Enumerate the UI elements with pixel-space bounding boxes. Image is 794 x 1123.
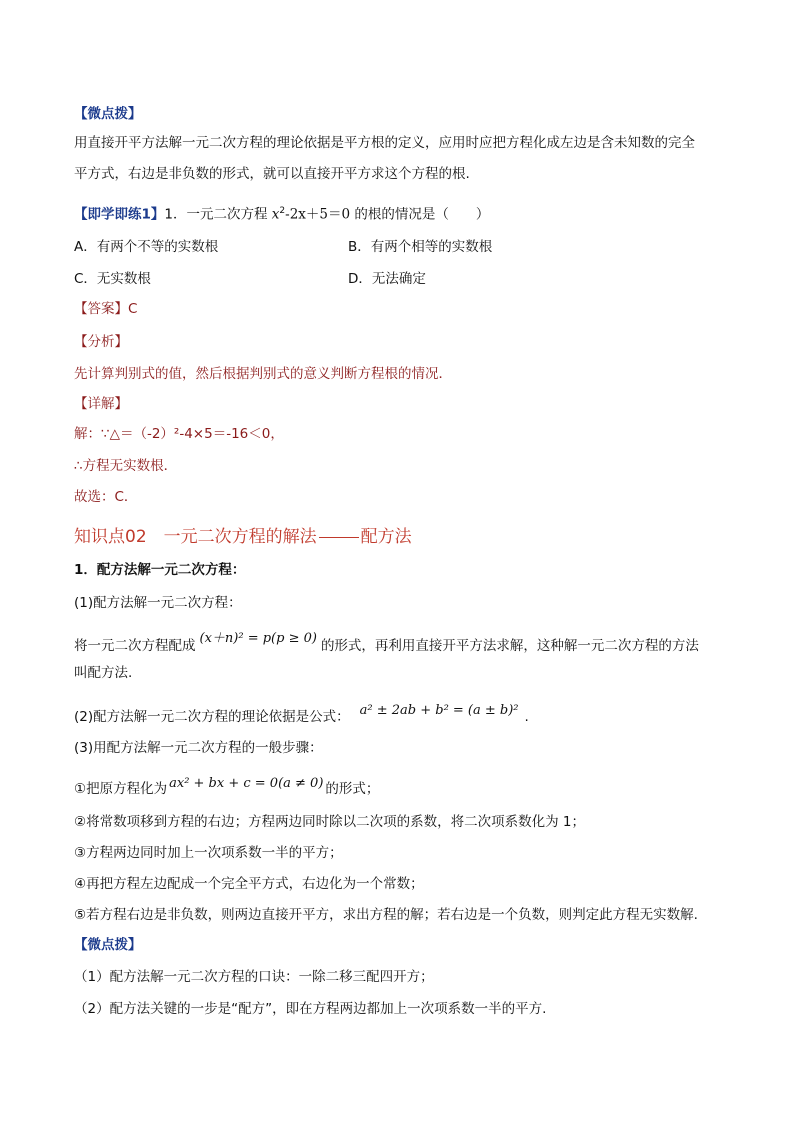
answer-value: C xyxy=(128,301,138,317)
detail-line-1: 解：∵△＝（-2）²-4×5＝-16＜0， xyxy=(74,426,284,442)
step-4: ④再把方程左边配成一个完全平方式，右边化为一个常数； xyxy=(74,876,424,892)
equation-x: x xyxy=(271,206,280,223)
detail-tag: 【详解】 xyxy=(74,396,128,412)
step-2: ②将常数项移到方程的右边；方程两边同时除以二次项的系数，将二次项系数化为 1； xyxy=(74,814,585,830)
paragraph-1-line-2: 叫配方法. xyxy=(74,665,133,681)
paragraph-1-prefix: 将一元二次方程配成 xyxy=(74,638,196,654)
question-suffix: 的根的情况是（ ） xyxy=(350,206,490,223)
answer-line xyxy=(74,299,137,319)
formula-standard-form: ax² + bx + c = 0(a ≠ 0) xyxy=(169,776,324,791)
section-heading-2: (1)配方法解一元二次方程： xyxy=(74,595,242,611)
paragraph-2 xyxy=(74,703,529,728)
paragraph-2-prefix: (2)配方法解一元二次方程的理论依据是公式： xyxy=(74,709,350,725)
step-3: ③方程两边同时加上一次项系数一半的平方； xyxy=(74,845,343,861)
exercise-tag: 【即学即练1】 xyxy=(74,206,165,223)
tip2-line-1: （1）配方法解一元二次方程的口诀：一除二移三配四开方； xyxy=(74,969,434,985)
tip-heading-2: 【微点拨】 xyxy=(74,937,142,953)
equation-exponent: 2 xyxy=(279,206,286,216)
equation-rest: -2x＋5＝0 xyxy=(285,206,351,223)
option-c: C．无实数根 xyxy=(74,271,151,287)
detail-line-3: 故选：C． xyxy=(74,489,138,505)
paragraph-1 xyxy=(74,631,699,657)
step-5: ⑤若方程右边是非负数，则两边直接开平方，求出方程的解；若右边是一个负数，则判定此方程无实数解. xyxy=(74,907,698,923)
analysis-tag: 【分析】 xyxy=(74,334,128,350)
option-d: D．无法确定 xyxy=(348,271,426,287)
answer-tag: 【答案】 xyxy=(74,301,128,317)
knowledge-point-heading xyxy=(74,522,412,547)
detail-line-2: ∴方程无实数根． xyxy=(74,458,178,474)
step-1-prefix: ①把原方程化为 xyxy=(74,781,168,797)
tip-heading: 【微点拨】 xyxy=(74,106,142,122)
paragraph-2-suffix: . xyxy=(524,709,529,725)
exercise-question xyxy=(74,201,489,225)
formula-square-identity: a² ± 2ab + b² = (a ± b)² xyxy=(359,703,519,718)
tip-text-line-2: 平方式，右边是非负数的形式，就可以直接开平方求这个方程的根. xyxy=(74,166,470,182)
tip2-line-2: （2）配方法关键的一步是“配方”，即在方程两边都加上一次项系数一半的平方. xyxy=(74,1001,547,1017)
option-a: A．有两个不等的实数根 xyxy=(74,239,219,255)
section-heading-1: 1．配方法解一元二次方程： xyxy=(74,562,246,578)
formula-complete-square: (x＋n)² = p(p ≥ 0) xyxy=(199,631,317,646)
tip-text-line-1: 用直接开平方法解一元二次方程的理论依据是平方根的定义，应用时应把方程化成左边是含未知数的完全 xyxy=(74,135,695,151)
step-1-suffix: 的形式； xyxy=(325,781,380,797)
title-dash xyxy=(319,537,359,538)
step-1 xyxy=(74,776,380,800)
question-prefix: 1．一元二次方程 xyxy=(164,206,272,223)
paragraph-1-suffix: 的形式，再利用直接开平方法求解，这种解一元二次方程的方法 xyxy=(320,638,699,654)
knowledge-point-title: 知识点02 一元二次方程的解法 xyxy=(74,527,317,547)
option-b: B．有两个相等的实数根 xyxy=(348,239,493,255)
analysis-text: 先计算判别式的值，然后根据判别式的意义判断方程根的情况． xyxy=(74,366,452,382)
knowledge-point-method: 配方法 xyxy=(360,527,412,547)
paragraph-3: (3)用配方法解一元二次方程的一般步骤： xyxy=(74,740,323,756)
